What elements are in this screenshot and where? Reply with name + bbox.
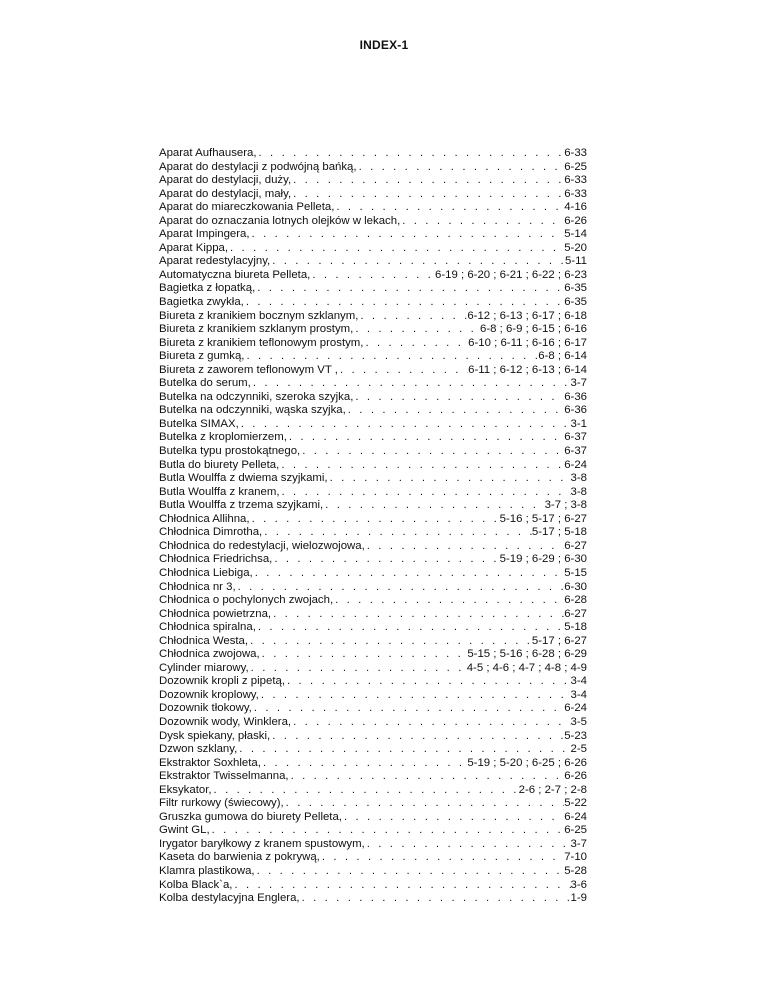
index-term: Biureta z zaworem teflonowym VT ,	[159, 363, 338, 376]
dot-leader	[280, 486, 571, 500]
dot-leader	[244, 296, 564, 310]
index-term: Automatyczna biureta Pelleta,	[159, 268, 311, 281]
index-term: Bagietka zwykła,	[159, 296, 244, 309]
dot-leader	[353, 323, 480, 337]
index-page-refs: 6-37	[564, 445, 587, 458]
index-term: Chłodnica Westa,	[159, 634, 249, 647]
index-entry	[159, 797, 587, 811]
dot-leader	[236, 581, 565, 595]
index-page-refs: 3-7	[570, 377, 587, 390]
index-page-refs: 5-28	[564, 864, 587, 877]
index-entry	[159, 553, 587, 567]
index-term: Chłodnica zwojowa,	[159, 648, 260, 661]
dot-leader	[239, 418, 571, 432]
index-page-refs: 6-36	[564, 390, 587, 403]
index-entry	[159, 702, 587, 716]
dot-leader	[365, 838, 571, 852]
index-term: Kaseta do barwienia z pokrywą,	[159, 851, 320, 864]
index-page-refs: 6-25	[564, 160, 587, 173]
index-page-refs: 6-36	[564, 404, 587, 417]
index-page-refs: 5-11	[565, 255, 587, 268]
index-term: Chłodnica Dimrotha,	[159, 526, 263, 539]
index-term: Dozownik tłokowy,	[159, 702, 252, 715]
index-page-refs: 3-7 ; 3-8	[544, 499, 587, 512]
index-entry	[159, 486, 587, 500]
index-entry	[159, 526, 587, 540]
index-entry	[159, 892, 587, 906]
index-term: Butelka na odczynniki, wąska szyjka,	[159, 404, 346, 417]
index-entry	[159, 310, 587, 324]
dot-leader	[363, 337, 468, 351]
index-page-refs: 3-4	[570, 675, 587, 688]
index-entry	[159, 581, 587, 595]
index-entry	[159, 431, 587, 445]
index-entry	[159, 228, 587, 242]
page-title: INDEX-1	[359, 38, 409, 52]
index-page-refs: 6-30	[564, 580, 587, 593]
index-term: Biureta z kranikiem bocznym szklanym,	[159, 309, 359, 322]
dot-leader	[300, 892, 571, 906]
index-page-refs: 6-27	[564, 607, 587, 620]
dot-leader	[250, 513, 500, 527]
index-entry	[159, 147, 587, 161]
index-entry	[159, 648, 587, 662]
dot-leader	[279, 459, 564, 473]
index-term: Biureta z kranikiem teflonowym prostym,	[159, 336, 364, 349]
index-page-refs: 3-6	[570, 878, 587, 891]
dot-leader	[285, 675, 571, 689]
index-term: Dozownik wody, Winklera,	[159, 715, 292, 728]
dot-leader	[256, 621, 564, 635]
dot-leader	[270, 730, 564, 744]
index-entry	[159, 851, 587, 865]
dot-leader	[284, 797, 565, 811]
index-term: Butelka do serum,	[159, 377, 251, 390]
index-list	[159, 147, 587, 906]
index-page-refs: 3-8	[570, 485, 587, 498]
index-term: Butla Woulffa z kranem,	[159, 485, 280, 498]
index-entry	[159, 689, 587, 703]
index-page-refs: 5-17 ; 6-27	[531, 634, 587, 647]
index-entry	[159, 269, 587, 283]
index-page-refs: 5-20	[564, 241, 587, 254]
index-entry	[159, 174, 587, 188]
index-term: Aparat redestylacyjny,	[159, 255, 271, 268]
index-term: Chłodnica powietrzna,	[159, 607, 272, 620]
index-page-refs: 5-23	[564, 729, 587, 742]
index-page-refs: 5-19 ; 6-29 ; 6-30	[499, 553, 587, 566]
index-page-refs: 6-24	[564, 810, 587, 823]
index-entry	[159, 323, 587, 337]
index-entry	[159, 879, 587, 893]
index-term: Bagietka z łopatką,	[159, 282, 256, 295]
dot-leader	[252, 702, 564, 716]
index-page-refs: 5-14	[564, 228, 587, 241]
index-page-refs: 7-10	[564, 851, 587, 864]
index-term: Dzwon szklany,	[159, 743, 238, 756]
dot-leader	[255, 865, 565, 879]
index-term: Chłodnica nr 3,	[159, 580, 236, 593]
dot-leader	[228, 242, 564, 256]
dot-leader	[289, 770, 565, 784]
dot-leader	[287, 431, 564, 445]
index-term: Kolba destylacyjna Englera,	[159, 892, 300, 905]
dot-leader	[291, 716, 570, 730]
index-entry	[159, 716, 587, 730]
index-page-refs: 5-16 ; 5-17 ; 6-27	[499, 512, 587, 525]
dot-leader	[212, 784, 519, 798]
index-term: Irygator baryłkowy z kranem spustowym,	[159, 837, 365, 850]
index-page-refs: 6-33	[564, 147, 587, 159]
index-term: Aparat do destylacji z podwójną bańką,	[159, 160, 357, 173]
dot-leader	[271, 608, 564, 622]
index-page-refs: 3-1	[570, 417, 587, 430]
dot-leader	[357, 161, 565, 175]
index-term: Butelka typu prostokątnego,	[159, 445, 301, 458]
index-term: Chłodnica o pochylonych zwojach,	[159, 594, 334, 607]
index-page-refs: 5-18	[564, 621, 587, 634]
index-page-refs: 3-4	[570, 688, 587, 701]
dot-leader	[291, 188, 564, 202]
index-term: Kolba Black`a,	[159, 878, 233, 891]
index-page-refs: 2-6 ; 2-7 ; 2-8	[518, 783, 587, 796]
index-entry	[159, 282, 587, 296]
dot-leader	[250, 228, 565, 242]
index-entry	[159, 418, 587, 432]
index-entry	[159, 784, 587, 798]
index-entry	[159, 662, 587, 676]
index-term: Chłodnica do redestylacji, wielozwojowa,	[159, 539, 365, 552]
index-entry	[159, 459, 587, 473]
index-entry	[159, 215, 587, 229]
index-entry	[159, 161, 587, 175]
index-term: Dysk spiekany, płaski,	[159, 729, 271, 742]
dot-leader	[232, 879, 570, 893]
index-term: Filtr rurkowy (świecowy),	[159, 797, 284, 810]
dot-leader	[272, 553, 499, 567]
index-term: Butla do biurety Pelleta,	[159, 458, 280, 471]
index-entry	[159, 337, 587, 351]
dot-leader	[244, 350, 538, 364]
index-page-refs: 5-17 ; 5-18	[531, 526, 587, 539]
dot-leader	[353, 391, 564, 405]
dot-leader	[253, 567, 564, 581]
index-entry	[159, 730, 587, 744]
index-term: Ekstraktor Soxhleta,	[159, 756, 261, 769]
index-entry	[159, 770, 587, 784]
index-term: Gwint GL,	[159, 824, 210, 837]
index-term: Butelka z kroplomierzem,	[159, 431, 287, 444]
index-term: Chłodnica Liebiga,	[159, 566, 253, 579]
dot-leader	[259, 689, 571, 703]
index-term: Cylinder miarowy,	[159, 661, 249, 674]
index-term: Chłodnica spiralna,	[159, 621, 256, 634]
dot-leader	[260, 648, 468, 662]
dot-leader	[237, 743, 570, 757]
dot-leader	[261, 757, 467, 771]
index-term: Aparat do destylacji, duży,	[159, 174, 292, 187]
index-page-refs: 6-8 ; 6-9 ; 6-15 ; 6-16	[479, 323, 587, 336]
index-page-refs: 6-19 ; 6-20 ; 6-21 ; 6-22 ; 6-23	[435, 268, 587, 281]
index-term: Ekstraktor Twisselmanna,	[159, 770, 289, 783]
index-entry	[159, 838, 587, 852]
index-entry	[159, 567, 587, 581]
index-page-refs: 6-8 ; 6-14	[538, 350, 587, 363]
index-page-refs: 6-25	[564, 824, 587, 837]
index-entry	[159, 513, 587, 527]
dot-leader	[210, 824, 565, 838]
index-term: Gruszka gumowa do biurety Pelleta,	[159, 810, 342, 823]
dot-leader	[346, 404, 564, 418]
index-entry	[159, 201, 587, 215]
dot-leader	[328, 472, 571, 486]
index-term: Biureta z kranikiem szklanym prostym,	[159, 323, 354, 336]
index-entry	[159, 445, 587, 459]
index-page-refs: 5-15 ; 5-16 ; 6-28 ; 6-29	[467, 648, 587, 661]
index-term: Chłodnica Allihna,	[159, 512, 250, 525]
dot-leader	[291, 174, 564, 188]
page-header	[0, 38, 768, 52]
index-entry	[159, 824, 587, 838]
dot-leader	[342, 811, 564, 825]
index-entry	[159, 391, 587, 405]
index-term: Aparat Aufhausera,	[159, 147, 257, 159]
index-page-refs: 4-5 ; 4-6 ; 4-7 ; 4-8 ; 4-9	[466, 661, 587, 674]
dot-leader	[270, 255, 565, 269]
index-entry	[159, 296, 587, 310]
index-page-refs: 1-9	[570, 892, 587, 905]
index-entry	[159, 621, 587, 635]
index-page-refs: 6-28	[564, 594, 587, 607]
dot-leader	[365, 540, 564, 554]
index-term: Butelka na odczynniki, szeroka szyjka,	[159, 390, 354, 403]
dot-leader	[310, 269, 435, 283]
index-entry	[159, 865, 587, 879]
dot-leader	[249, 662, 467, 676]
dot-leader	[251, 377, 571, 391]
index-page-refs: 6-27	[564, 539, 587, 552]
dot-leader	[257, 147, 565, 161]
index-term: Dozownik kropli z pipetą,	[159, 675, 285, 688]
dot-leader	[262, 526, 532, 540]
index-page-refs: 6-35	[564, 282, 587, 295]
dot-leader	[320, 851, 564, 865]
dot-leader	[338, 364, 468, 378]
index-page-refs: 6-33	[564, 187, 587, 200]
index-entry	[159, 743, 587, 757]
index-page-refs: 3-8	[570, 472, 587, 485]
index-page-refs: 6-26	[564, 770, 587, 783]
dot-leader	[400, 215, 564, 229]
index-page-refs: 5-22	[564, 797, 587, 810]
index-term: Aparat do oznaczania lotnych olejków w lekach,	[159, 214, 401, 227]
index-page-refs: 4-16	[564, 201, 587, 214]
index-page-refs: 6-24	[564, 458, 587, 471]
index-term: Aparat do miareczkowania Pelleta,	[159, 201, 335, 214]
dot-leader	[323, 499, 544, 513]
index-entry	[159, 350, 587, 364]
index-page-refs: 5-15	[564, 566, 587, 579]
index-entry	[159, 540, 587, 554]
index-entry	[159, 608, 587, 622]
dot-leader	[255, 282, 564, 296]
index-page-refs: 6-12 ; 6-13 ; 6-17 ; 6-18	[467, 309, 587, 322]
dot-leader	[248, 635, 532, 649]
index-page-refs: 3-5	[570, 715, 587, 728]
dot-leader	[333, 594, 564, 608]
index-entry	[159, 675, 587, 689]
dot-leader	[300, 445, 564, 459]
index-term: Aparat Impingera,	[159, 228, 250, 241]
index-page-refs: 6-11 ; 6-12 ; 6-13 ; 6-14	[468, 363, 587, 376]
index-term: Biureta z gumką,	[159, 350, 245, 363]
index-entry	[159, 499, 587, 513]
index-page-refs: 2-5	[570, 743, 587, 756]
index-entry	[159, 188, 587, 202]
dot-leader	[334, 201, 564, 215]
index-term: Aparat Kippa,	[159, 241, 229, 254]
index-page-refs: 6-35	[564, 296, 587, 309]
index-term: Butla Woulffa z dwiema szyjkami,	[159, 472, 328, 485]
index-term: Butelka SIMAX,	[159, 417, 239, 430]
index-entry	[159, 364, 587, 378]
index-page-refs: 6-26	[564, 214, 587, 227]
index-entry	[159, 635, 587, 649]
index-entry	[159, 377, 587, 391]
index-entry	[159, 404, 587, 418]
index-page-refs: 6-10 ; 6-11 ; 6-16 ; 6-17	[468, 336, 587, 349]
index-page-refs: 6-24	[564, 702, 587, 715]
index-entry	[159, 811, 587, 825]
index-page-refs: 5-19 ; 5-20 ; 6-25 ; 6-26	[467, 756, 587, 769]
index-entry	[159, 242, 587, 256]
index-entry	[159, 472, 587, 486]
index-page-refs: 3-7	[570, 837, 587, 850]
index-entry	[159, 757, 587, 771]
index-term: Dozownik kroplowy,	[159, 688, 259, 701]
dot-leader	[358, 310, 467, 324]
index-term: Chłodnica Friedrichsa,	[159, 553, 273, 566]
index-term: Klamra plastikowa,	[159, 864, 255, 877]
index-page-refs: 6-33	[564, 174, 587, 187]
index-entry	[159, 255, 587, 269]
index-term: Butla Woulffa z trzema szyjkami,	[159, 499, 324, 512]
index-page-refs: 6-37	[564, 431, 587, 444]
index-entry	[159, 594, 587, 608]
index-term: Aparat do destylacji, mały,	[159, 187, 292, 200]
index-term: Eksykator,	[159, 783, 212, 796]
